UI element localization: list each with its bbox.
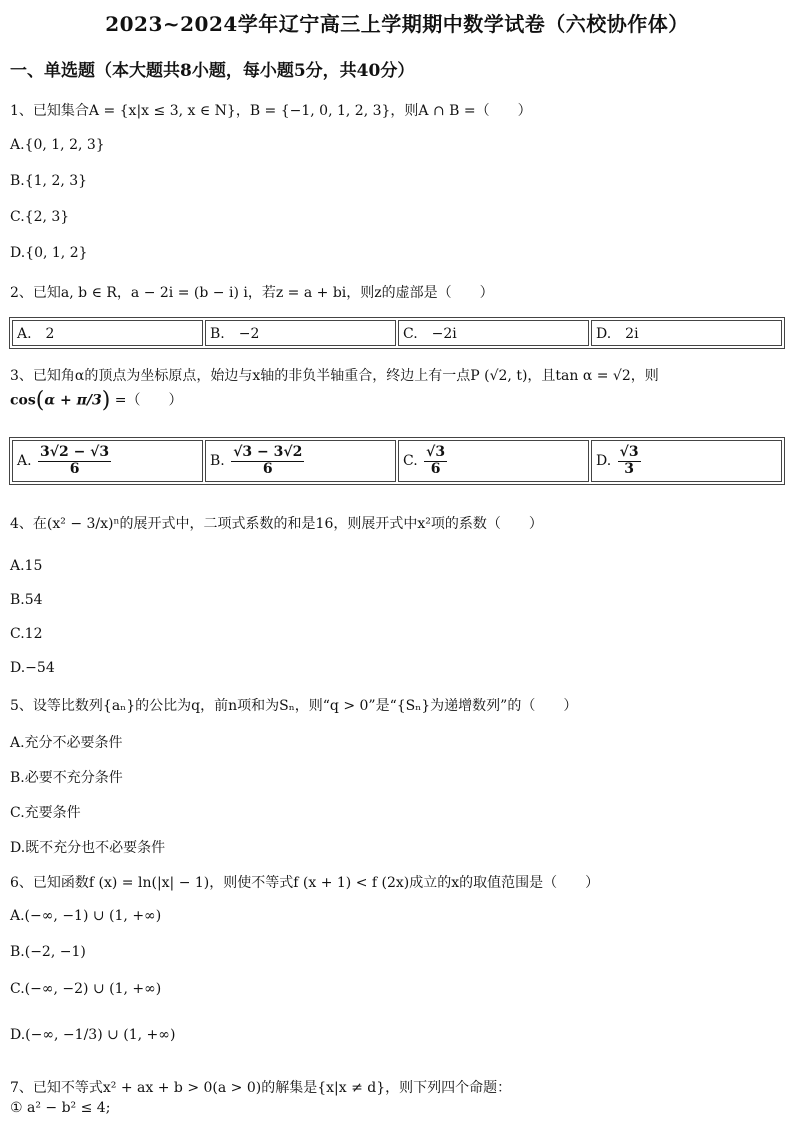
question-5-option-c[interactable]: C.充要条件: [10, 805, 81, 821]
fraction-denominator: 6: [430, 460, 441, 477]
question-6-stem: 6、已知函数f (x) = ln(|x| − 1)，则使不等式f (x + 1) < f (2x)成立的x的取值范围是（ ）: [10, 875, 600, 891]
fraction-denominator: 6: [69, 460, 80, 477]
option-label: A.: [17, 453, 32, 469]
question-3-option-c[interactable]: [398, 440, 589, 482]
question-2-options-table: [9, 317, 785, 349]
question-3-stem-line-1: 3、已知角α的顶点为坐标原点，始边与x轴的非负半轴重合，终边上有一点P (√2, t)，且tan α = √2，则: [10, 368, 659, 384]
fraction-denominator: 3: [624, 460, 634, 477]
option-label: B.: [210, 453, 225, 469]
question-4-option-c[interactable]: C.12: [10, 626, 43, 642]
fraction: [618, 445, 641, 477]
question-3-option-b[interactable]: [205, 440, 396, 482]
question-2-stem: 2、已知a, b ∈ R，a − 2i = (b − i) i，若z = a + bi，则z的虚部是（ ）: [10, 285, 494, 301]
exam-title: 2023~2024学年辽宁高三上学期期中数学试卷（六校协作体）: [105, 12, 689, 36]
question-1-stem: 1、已知集合A = {x|x ≤ 3, x ∈ N}，B = {−1, 0, 1, 2, 3}，则A ∩ B =（ ）: [10, 103, 532, 119]
question-6-option-c[interactable]: C.(−∞, −2) ∪ (1, +∞): [10, 981, 162, 997]
option-label: C.: [403, 453, 418, 469]
fraction: [38, 445, 111, 477]
question-6-option-d[interactable]: D.(−∞, −1/3) ∪ (1, +∞): [10, 1027, 176, 1043]
question-1-option-d[interactable]: D.{0, 1, 2}: [10, 245, 88, 261]
question-4-option-d[interactable]: D.−54: [10, 660, 55, 676]
question-1-option-c[interactable]: C.{2, 3}: [10, 209, 70, 225]
question-1-option-a[interactable]: A.{0, 1, 2, 3}: [10, 137, 105, 153]
question-2-option-d[interactable]: D. 2i: [591, 320, 782, 346]
question-3-options-table: [9, 437, 785, 485]
question-5-stem: 5、设等比数列{aₙ}的公比为q，前n项和为Sₙ，则“q > 0”是“{Sₙ}为递增数列”的（ ）: [10, 698, 578, 714]
cos-function: cos: [10, 392, 36, 409]
question-7-stem: 7、已知不等式x² + ax + b > 0(a > 0)的解集是{x|x ≠ d}，则下列四个命题：: [10, 1080, 512, 1096]
question-3-stem-tail: =（ ）: [110, 392, 183, 409]
section-heading: 一、单选题（本大题共8小题，每小题5分，共40分）: [10, 61, 415, 81]
question-4-stem: 4、在(x² − 3/x)ⁿ的展开式中，二项式系数的和是16，则展开式中x²项的系数（ ）: [10, 516, 543, 532]
question-5-option-d[interactable]: D.既不充分也不必要条件: [10, 840, 166, 856]
question-3-option-a[interactable]: [12, 440, 203, 482]
fraction-numerator: √3: [426, 444, 446, 461]
question-2-option-a[interactable]: A. 2: [12, 320, 203, 346]
question-2-option-b[interactable]: B. −2: [205, 320, 396, 346]
fraction-denominator: 6: [262, 460, 273, 477]
fraction-numerator: √3: [619, 444, 639, 461]
question-3-stem-line-2: cos(α + π/3) =（ ）: [10, 388, 183, 413]
question-5-option-b[interactable]: B.必要不充分条件: [10, 770, 123, 786]
cos-argument: α + π/3: [44, 392, 102, 409]
fraction-numerator: √3 − 3√2: [233, 444, 303, 461]
question-3-option-d[interactable]: [591, 440, 782, 482]
question-4-option-a[interactable]: A.15: [10, 558, 43, 574]
option-label: D.: [596, 453, 612, 469]
question-2-option-c[interactable]: C. −2i: [398, 320, 589, 346]
question-6-option-b[interactable]: B.(−2, −1): [10, 944, 86, 960]
fraction-numerator: 3√2 − √3: [40, 444, 110, 461]
question-7-item-1: ① a² − b² ≤ 4;: [10, 1100, 111, 1116]
fraction: [424, 445, 447, 477]
question-5-option-a[interactable]: A.充分不必要条件: [10, 735, 123, 751]
question-1-option-b[interactable]: B.{1, 2, 3}: [10, 173, 88, 189]
fraction: [231, 445, 304, 477]
question-6-option-a[interactable]: A.(−∞, −1) ∪ (1, +∞): [10, 908, 162, 924]
question-4-option-b[interactable]: B.54: [10, 592, 43, 608]
